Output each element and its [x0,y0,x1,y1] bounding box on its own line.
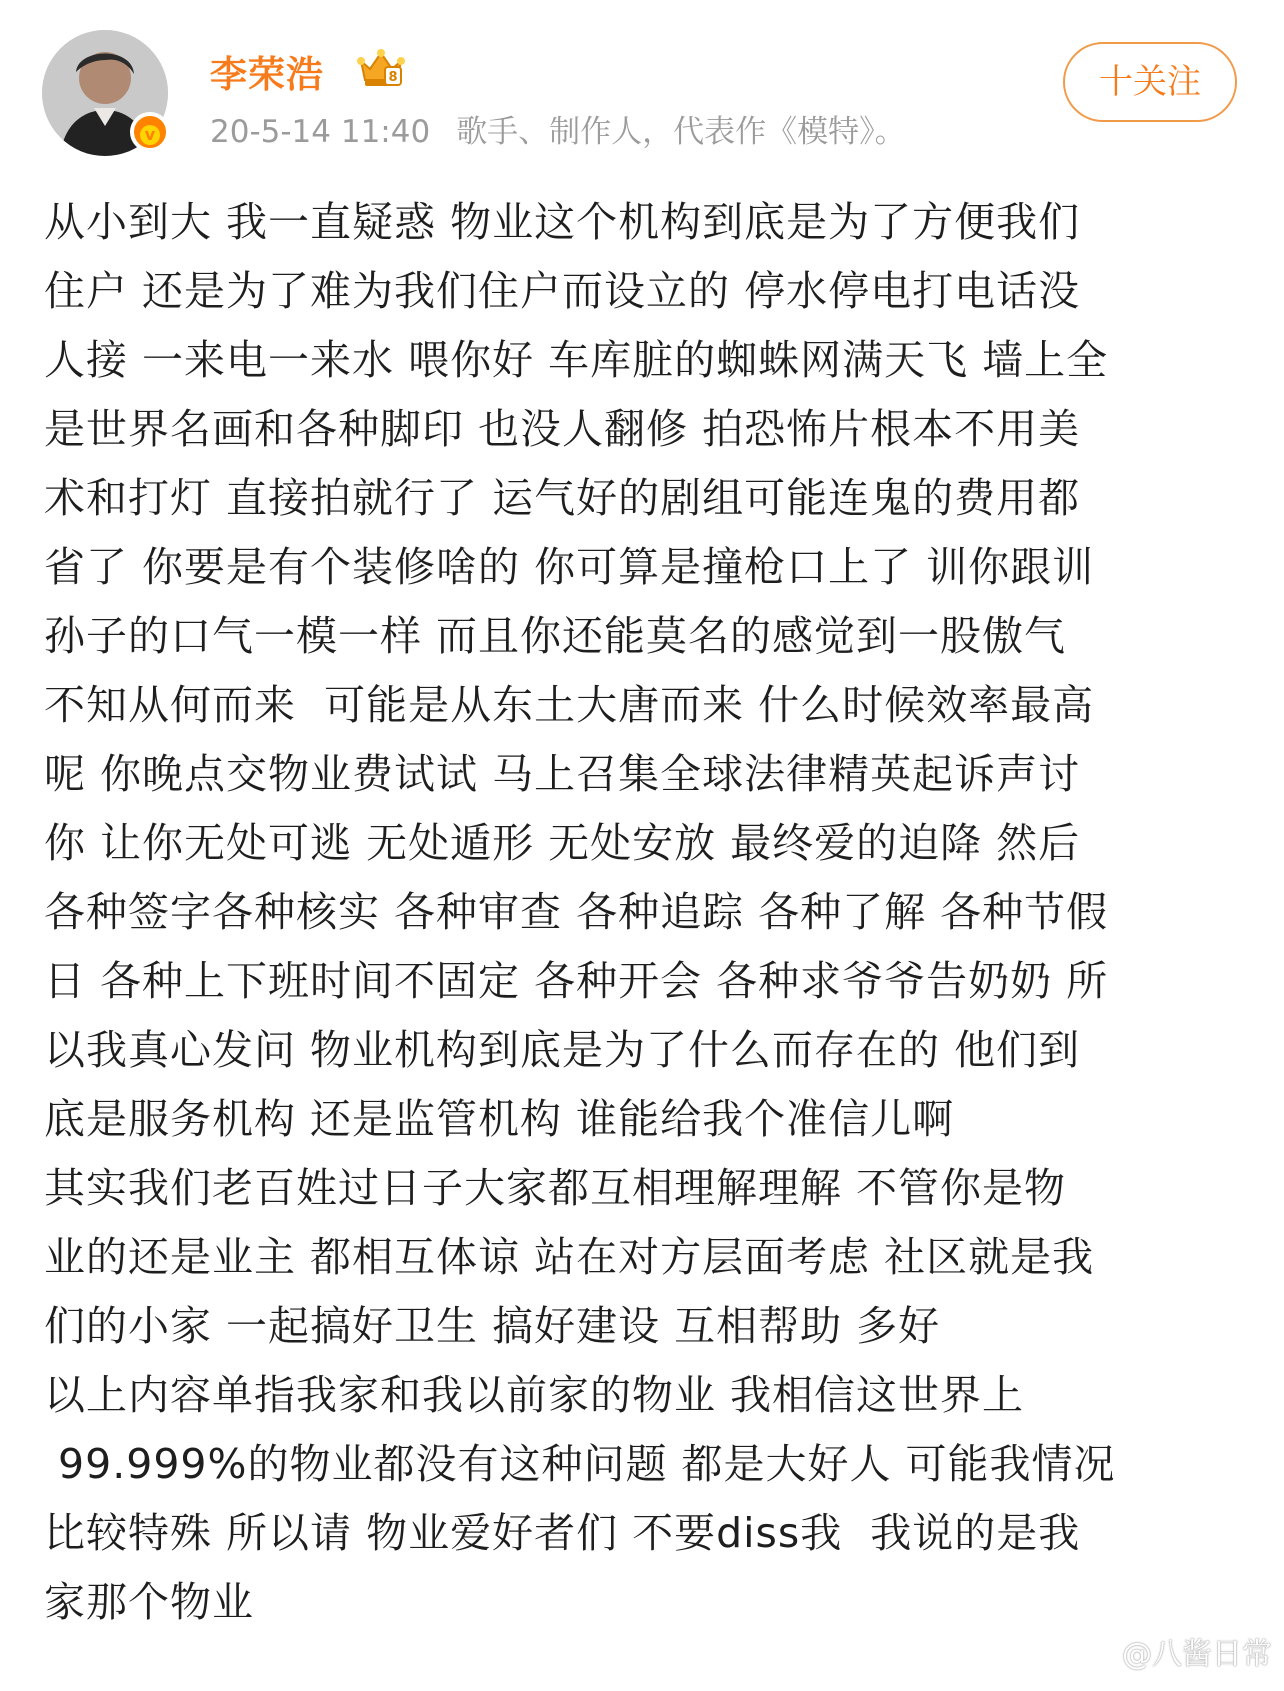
post-text-line: 99.999%的物业都没有这种问题 都是大好人 可能我情况 [44,1440,1116,1488]
post-text-line: 以我真心发问 物业机构到底是为了什么而存在的 他们到 [44,1026,1081,1074]
post-text-line: 孙子的口气一模一样 而且你还能莫名的感觉到一股傲气 [44,612,1067,660]
watermark [1074,1629,1272,1673]
weibo-logo-icon [1074,1635,1116,1667]
post-text-line: 其实我们老百姓过日子大家都互相理解理解 不管你是物 [44,1164,1067,1212]
post-header [0,0,1284,165]
crown-badge-icon [356,47,406,89]
post-text-line: 底是服务机构 还是监管机构 谁能给我个准信儿啊 [44,1095,955,1143]
post-text-line: 是世界名画和各种脚印 也没人翻修 拍恐怖片根本不用美 [44,405,1081,453]
watermark-text: @八酱日常 [1122,1637,1272,1672]
author-bio: 歌手、制作人，代表作《模特》。 [456,114,906,150]
post-text-line: 业的还是业主 都相互体谅 站在对方层面考虑 社区就是我 [44,1233,1095,1281]
post-content [44,188,1239,1628]
post-text-line: 日 各种上下班时间不固定 各种开会 各种求爷爷告奶奶 所 [44,957,1109,1005]
author-name[interactable]: 李荣浩 [210,53,324,96]
follow-button[interactable]: 十关注 [1063,42,1237,122]
post-text-line: 人接 一来电一来水 喂你好 车库脏的蜘蛛网满天飞 墙上全 [44,336,1109,384]
post-text-line: 不知从何而来 可能是从东土大唐而来 什么时候效率最高 [44,681,1095,729]
post-text-line: 你 让你无处可逃 无处遁形 无处安放 最终爱的迫降 然后 [44,819,1081,867]
post-meta [210,106,906,151]
svg-text:8: 8 [388,70,398,85]
post-text-line: 以上内容单指我家和我以前家的物业 我相信这世界上 [44,1371,1025,1419]
avatar[interactable] [42,30,168,156]
post-text-line: 从小到大 我一直疑惑 物业这个机构到底是为了方便我们 [44,198,1081,246]
post-timestamp: 20-5-14 11:40 [210,114,431,150]
post-text-line: 各种签字各种核实 各种审查 各种追踪 各种了解 各种节假 [44,888,1109,936]
post-text-line: 术和打灯 直接拍就行了 运气好的剧组可能连鬼的费用都 [44,474,1081,522]
post-text-line: 呢 你晚点交物业费试试 马上召集全球法律精英起诉声讨 [44,750,1081,798]
verified-v-icon: v [130,112,170,152]
post-text-line: 住户 还是为了难为我们住户而设立的 停水停电打电话没 [44,267,1081,315]
post-text-line: 比较特殊 所以请 物业爱好者们 不要diss我 我说的是我 [44,1509,1081,1557]
post-text-line: 家那个物业 [44,1578,254,1626]
post-text-line: 省了 你要是有个装修啥的 你可算是撞枪口上了 训你跟训 [44,543,1095,591]
post-text-line: 们的小家 一起搞好卫生 搞好建设 互相帮助 多好 [44,1302,941,1350]
